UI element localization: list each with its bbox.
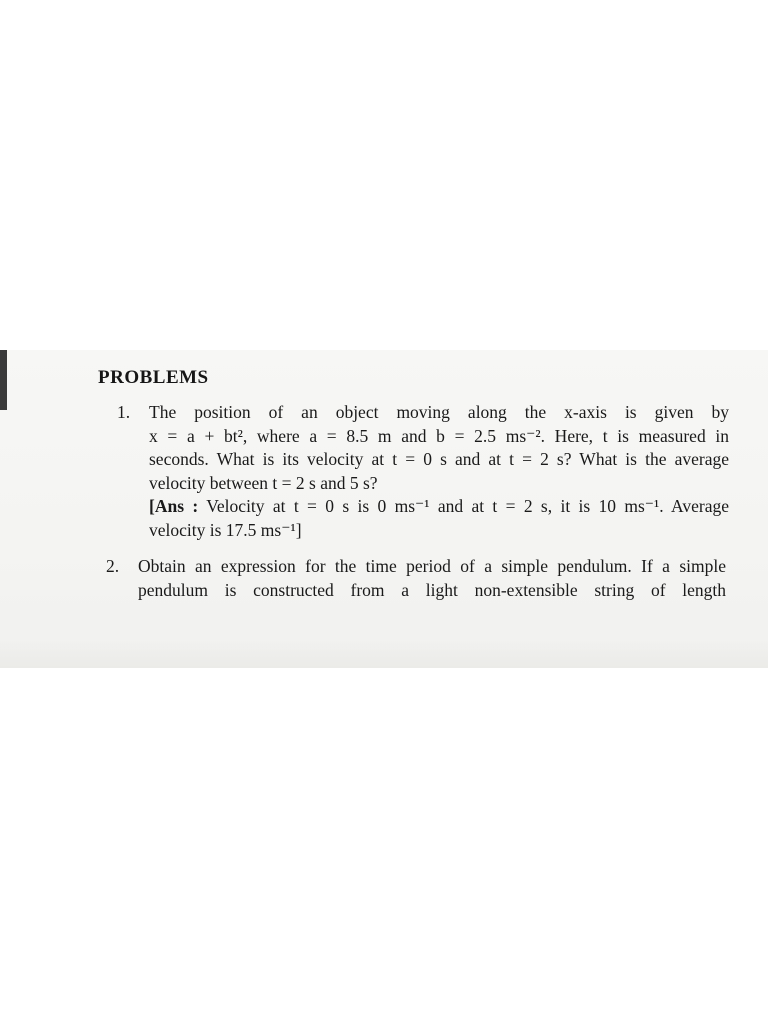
page-edge-shadow bbox=[0, 350, 7, 410]
problem-1 bbox=[117, 401, 737, 542]
problem-number: 2. bbox=[106, 556, 120, 576]
problem-2 bbox=[106, 555, 736, 602]
problem-text bbox=[149, 401, 729, 542]
problem-line: Obtain an expression for the time period of a simple pendulum. If a simple bbox=[138, 556, 726, 576]
problem-line: pendulum is constructed from a light non-extensible string of length bbox=[138, 579, 726, 600]
page-bottom-shade bbox=[0, 640, 768, 668]
problem-number: 1. bbox=[117, 402, 131, 422]
answer-line: velocity is 17.5 ms⁻¹] bbox=[149, 519, 302, 540]
problem-line: seconds. What is its velocity at t = 0 s and at t = 2 s? What is the average bbox=[149, 449, 729, 469]
answer-line bbox=[149, 495, 729, 519]
answer-label: [Ans : bbox=[149, 496, 199, 516]
section-heading: PROBLEMS bbox=[98, 367, 209, 388]
answer-text: Velocity at t = 0 s is 0 ms⁻¹ and at t = 2 s, it is 10 ms⁻¹. Average bbox=[206, 496, 729, 516]
problem-line: velocity between t = 2 s and 5 s? bbox=[149, 472, 378, 493]
problem-text bbox=[138, 555, 726, 602]
problem-line: The position of an object moving along the x-axis is given by bbox=[149, 402, 729, 422]
problem-line: x = a + bt², where a = 8.5 m and b = 2.5 ms⁻². Here, t is measured in bbox=[149, 425, 729, 446]
